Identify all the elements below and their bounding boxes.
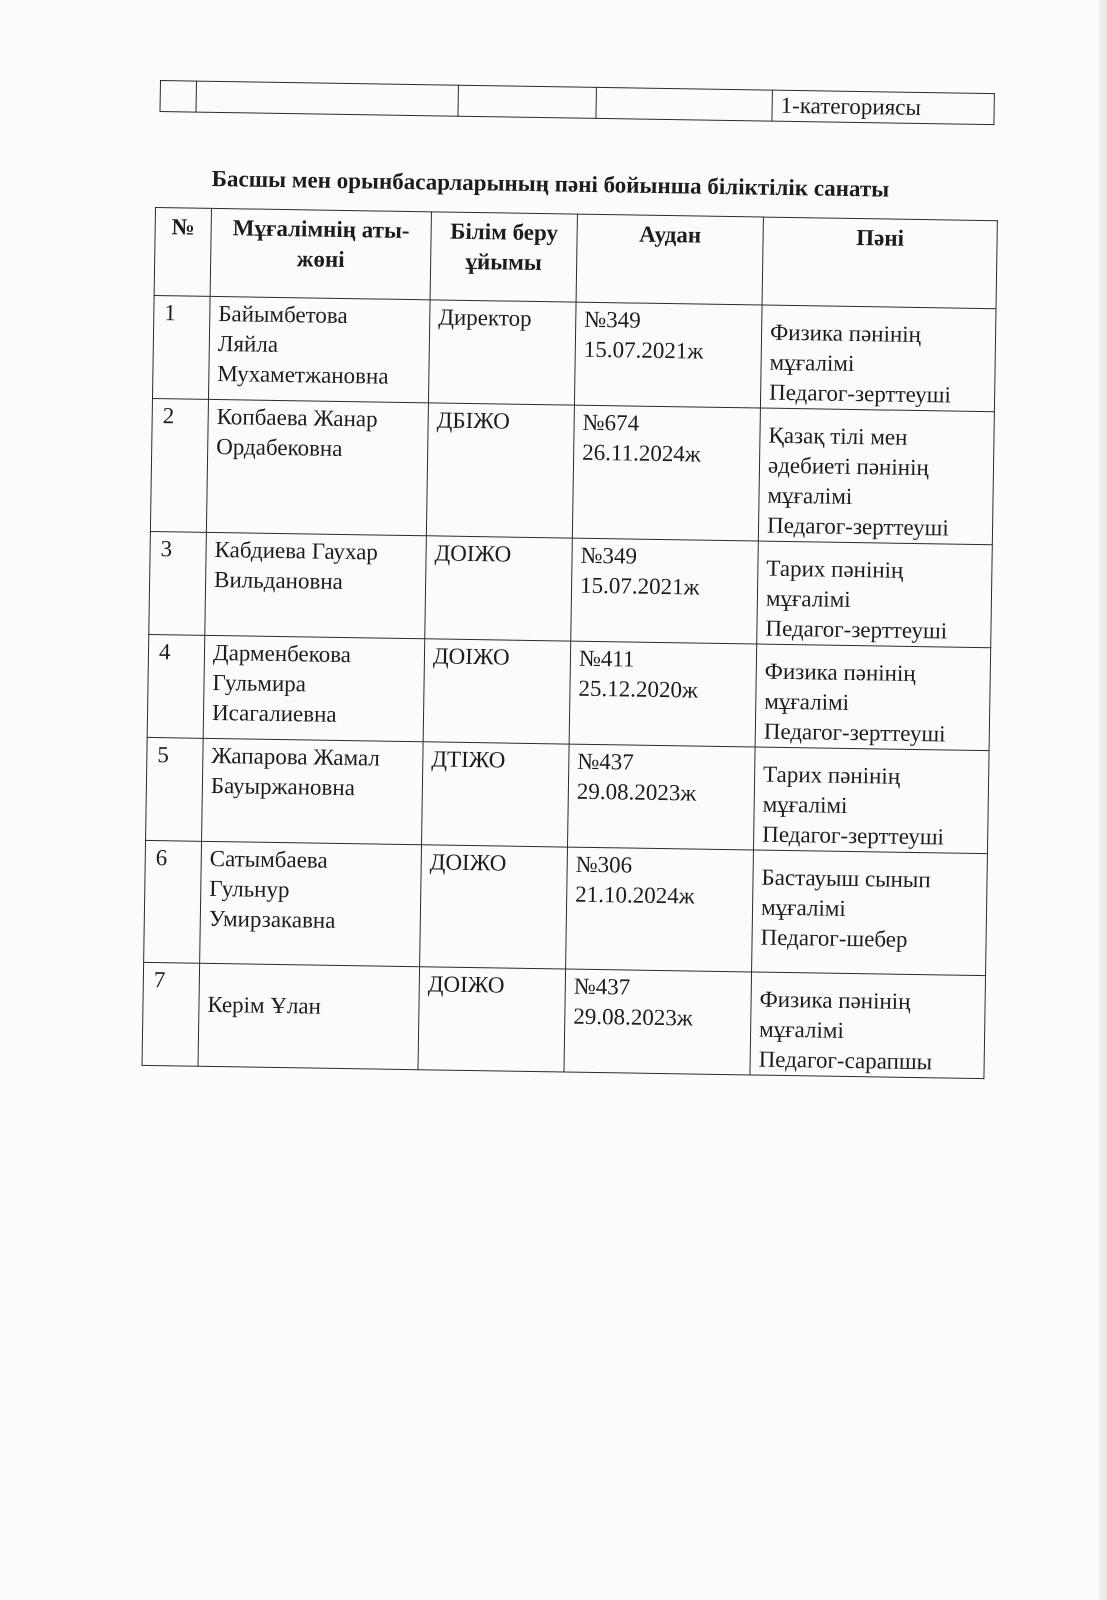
teacher-name-cell (198, 963, 420, 1069)
district-order-cell (571, 538, 759, 644)
subject-line: Физика пәнінің (764, 658, 916, 687)
subject-line: Педагог-зерттеуші (765, 615, 948, 644)
organization-cell: ДТІЖО (422, 742, 570, 847)
teacher-name-line: Жапарова Жамал (211, 742, 381, 771)
subject-line: Педагог-зерттеуші (763, 718, 946, 747)
row-number-cell: 4 (147, 634, 205, 738)
district-order-cell (569, 641, 757, 747)
subject-line: Педагог-шебер (760, 924, 908, 952)
teacher-name-line: Мухаметжановна (217, 361, 389, 389)
table-row (146, 737, 990, 853)
previous-table-fragment (159, 80, 994, 125)
subject-cell (752, 850, 988, 976)
table-body (142, 295, 996, 1078)
subject-cell (758, 408, 994, 545)
subject-line: мұғалімі (769, 349, 855, 377)
order-line: 29.08.2023ж (576, 778, 697, 806)
row-number-cell: 7 (142, 962, 200, 1066)
organization-cell: ДОІЖО (420, 845, 568, 969)
order-line: 15.07.2021ж (579, 572, 700, 600)
subject-line: Педагог-сарапшы (758, 1046, 933, 1075)
organization-cell: ДОІЖО (425, 536, 573, 641)
row-number-cell: 6 (144, 840, 202, 963)
teacher-name-line: Байымбетова (218, 301, 348, 329)
teacher-name-line: Умирзакавна (208, 905, 336, 933)
order-line: 25.12.2020ж (578, 675, 699, 703)
header-subject: Пәні (762, 217, 997, 309)
table-row (149, 531, 993, 647)
fragment-cell-category: 1-категориясы (772, 90, 994, 124)
teacher-name-line: Бауыржановна (210, 772, 356, 801)
subject-cell (757, 541, 993, 648)
organization-cell: ДОІЖО (418, 967, 566, 1072)
teacher-name-line: Исагалиевна (211, 699, 337, 727)
fragment-cell (196, 81, 458, 116)
district-order-cell (572, 405, 760, 541)
order-line: 29.08.2023ж (573, 1003, 693, 1031)
table-row (147, 634, 991, 750)
subject-line: мұғалімі (762, 791, 848, 818)
teacher-name-line: Копбаева Жанар (216, 403, 378, 432)
header-district: Аудан (576, 214, 763, 305)
subject-line: Педагог-зерттеуші (762, 821, 945, 850)
order-line: №674 (582, 409, 640, 436)
order-line: №437 (573, 973, 631, 1000)
teacher-name-cell (203, 635, 425, 741)
order-line: №437 (577, 748, 634, 775)
teacher-name-line: Гульмира (212, 669, 307, 697)
fragment-cell (596, 87, 772, 121)
teacher-name-cell (205, 532, 427, 638)
row-number-cell: 1 (152, 295, 210, 399)
row-number-cell: 2 (150, 398, 208, 532)
subject-line: Педагог-зерттеуші (766, 512, 949, 541)
order-line: 26.11.2024ж (582, 439, 701, 467)
subject-line: Педагог-зерттеуші (768, 379, 952, 408)
header-organization: Білім беру ұйымы (430, 212, 577, 302)
order-line: №349 (580, 542, 638, 569)
organization-cell: Директор (428, 300, 576, 405)
teacher-name-cell (200, 841, 422, 966)
row-number-cell: 3 (149, 531, 207, 635)
subject-line: Қазақ тілі мен (768, 422, 908, 450)
teacher-name-line: Кабдиева Гаухар (214, 536, 379, 565)
district-order-cell (564, 969, 752, 1075)
header-number: № (154, 208, 211, 297)
subject-line: мұғалімі (765, 585, 851, 612)
subject-line: мұғалімі (758, 1016, 845, 1043)
fragment-cell (160, 81, 196, 113)
subject-cell (755, 644, 991, 751)
subject-line: әдебиеті пәнінің (767, 452, 929, 481)
table-row (152, 295, 996, 411)
subject-line: мұғалімі (764, 688, 850, 715)
table-row (144, 840, 988, 975)
subject-line: Физика пәнінің (769, 319, 922, 348)
teacher-name-cell (206, 399, 428, 535)
subject-cell (760, 305, 996, 412)
district-order-cell (567, 744, 755, 850)
subject-line: Бастауыш сынып (761, 864, 931, 893)
header-teacher-name: Мұғалімнің аты-жөні (210, 208, 431, 299)
teacher-name-line: Гульнур (209, 875, 290, 903)
order-line: №349 (584, 306, 641, 333)
row-number-cell: 5 (146, 737, 204, 841)
fragment-row (160, 81, 994, 125)
subject-cell (753, 747, 989, 854)
subject-line: мұғалімі (760, 894, 846, 921)
table-header-row (154, 208, 997, 309)
document-title: Басшы мен орынбасарларының пәні бойынша біліктілік санаты (211, 166, 890, 202)
subject-line: Тарих пәнінің (766, 555, 904, 583)
teacher-name-line: Ляйла (217, 331, 279, 357)
district-order-cell (574, 302, 762, 408)
teacher-name-line: Сатымбаева (209, 845, 328, 873)
order-line: №306 (575, 851, 633, 878)
order-line: №411 (578, 645, 635, 672)
organization-cell: ДБІЖО (426, 403, 574, 538)
subject-cell (750, 972, 986, 1079)
qualification-table (142, 207, 998, 1079)
organization-cell: ДОІЖО (423, 639, 571, 744)
subject-line: мұғалімі (767, 482, 853, 509)
subject-line: Физика пәнінің (759, 986, 911, 1014)
teacher-name-cell (208, 296, 430, 402)
teacher-name-line: Вильдановна (213, 566, 344, 594)
subject-line: Тарих пәнінің (762, 761, 901, 789)
table-row (142, 962, 986, 1078)
order-line: 15.07.2021ж (583, 336, 704, 364)
district-order-cell (566, 847, 754, 972)
table-row (150, 398, 994, 544)
teacher-name-line: Керім Ұлан (207, 991, 322, 1019)
order-line: 21.10.2024ж (575, 881, 695, 909)
fragment-cell (458, 85, 596, 118)
teacher-name-line: Дарменбекова (212, 639, 352, 668)
teacher-name-cell (202, 738, 424, 844)
teacher-name-line: Ордабековна (216, 433, 343, 461)
